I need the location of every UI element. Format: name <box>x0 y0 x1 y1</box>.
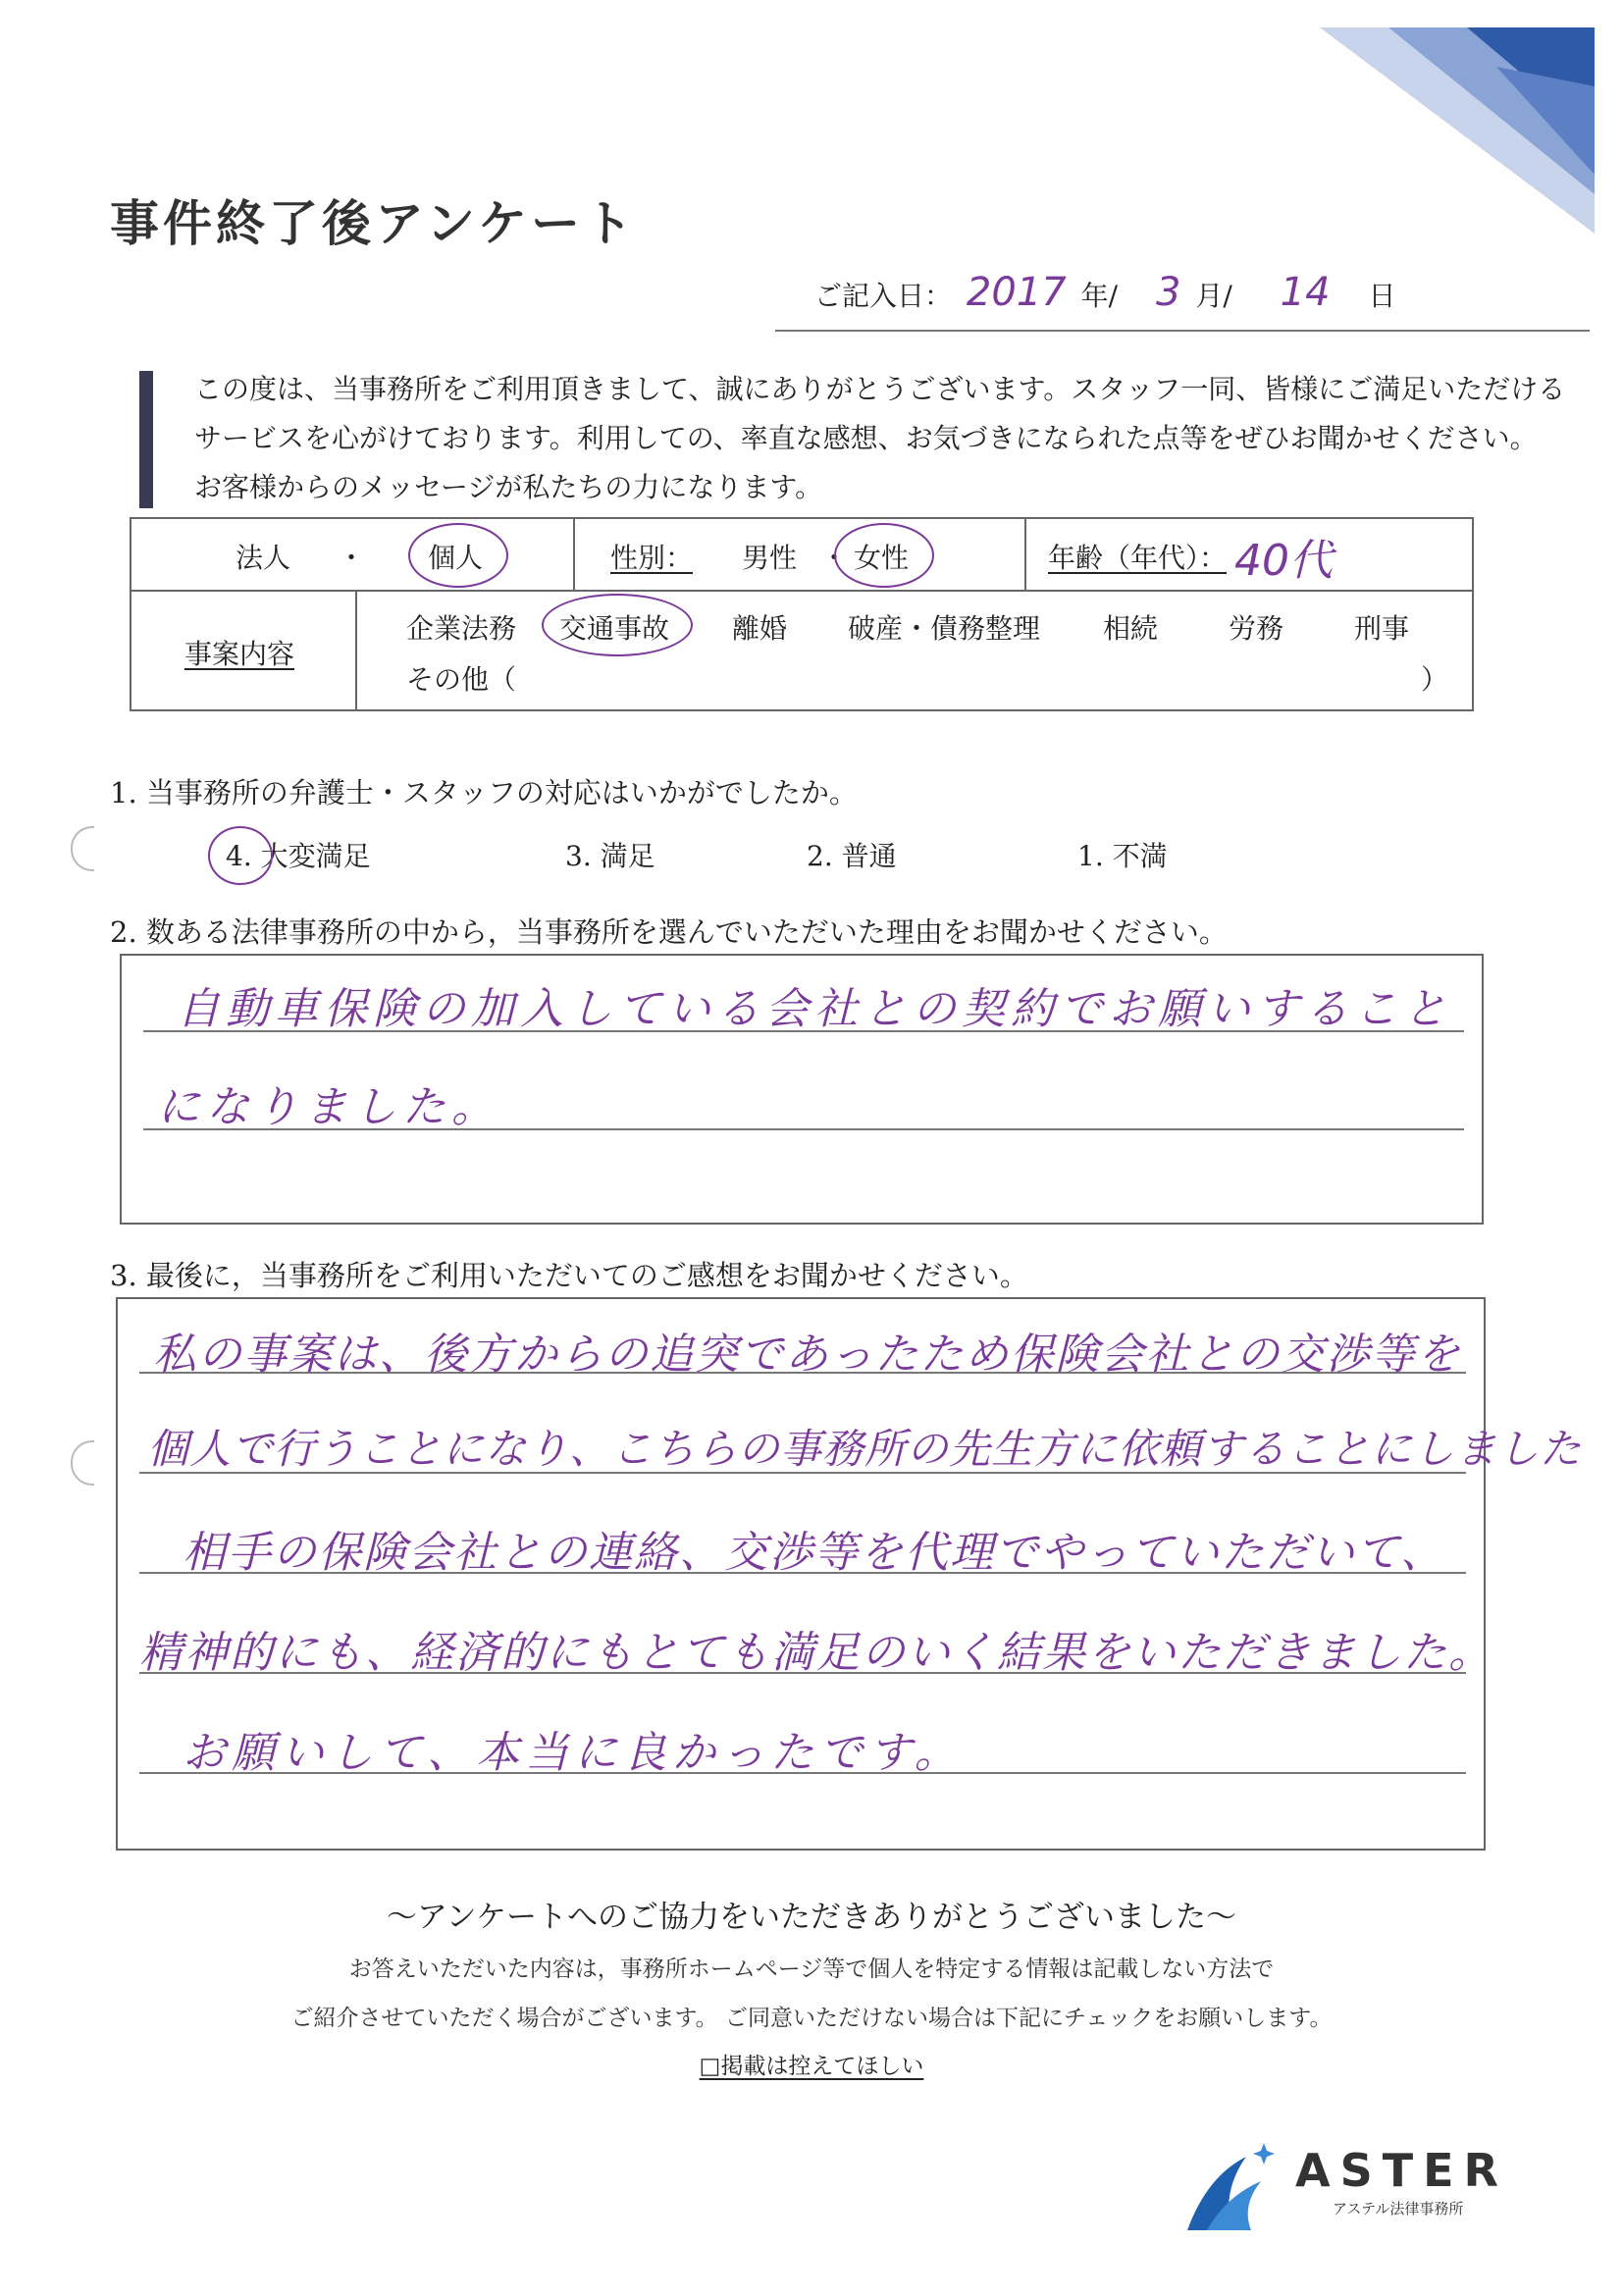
info-table <box>130 517 1474 711</box>
q1-option-3[interactable]: 3. 満足 <box>565 840 655 872</box>
optout-checkbox[interactable] <box>0 2048 1623 2080</box>
case-label: 事案内容 <box>184 638 295 670</box>
age-label: 年齢（年代）： <box>1048 542 1228 574</box>
q3-answer-line: 相手の保険会社との連絡、交渉等を代理でやっていただいて、 <box>183 1528 1446 1578</box>
case-option-bankruptcy[interactable]: 破産・債務整理 <box>848 612 1041 645</box>
table-divider <box>1024 519 1026 590</box>
case-option-labor[interactable]: 労務 <box>1229 612 1284 645</box>
punch-hole-mark <box>71 1440 94 1486</box>
table-divider <box>573 519 575 590</box>
footer-note: お答えいただいた内容は，事務所ホームページ等で個人を特定する情報は記載しない方法で <box>348 1957 1275 1982</box>
q1-option-4[interactable]: 4. 大変満足 <box>226 840 371 872</box>
question-2: 2. 数ある法律事務所の中から，当事務所を選んでいただいた理由をお聞かせください。 <box>110 915 1228 949</box>
case-option-criminal[interactable]: 刑事 <box>1354 612 1410 645</box>
case-option-inheritance[interactable]: 相続 <box>1103 612 1159 645</box>
individual-option[interactable]: 個人 <box>428 542 484 574</box>
case-option-corporate[interactable]: 企業法務 <box>406 612 517 645</box>
date-label: ご記入日： <box>814 280 953 312</box>
q2-answer-line: になりました。 <box>157 1082 500 1132</box>
gender-label: 性別： <box>610 542 694 574</box>
corner-decoration <box>1300 27 1595 234</box>
table-divider <box>131 590 1472 592</box>
aster-logo-icon <box>1178 2137 1285 2235</box>
age-value: 40代 <box>1234 536 1333 586</box>
case-other-close: ） <box>1421 663 1449 696</box>
question-3: 3. 最後に，当事務所をご利用いただいてのご感想をお聞かせください。 <box>110 1259 1028 1292</box>
q3-answer-line: 個人で行うことになり、こちらの事務所の先生方に依頼することにしました <box>147 1425 1583 1473</box>
q1-option-2[interactable]: 2. 普通 <box>807 840 897 872</box>
date-year: 2017 <box>966 270 1067 315</box>
case-option-traffic[interactable]: 交通事故 <box>559 612 670 645</box>
date-underline <box>775 330 1590 332</box>
thanks-message: ～アンケートへのご協力をいただきありがとうございました～ <box>386 1900 1237 1935</box>
date-day: 14 <box>1280 270 1331 315</box>
gender-dot: ・ <box>820 542 849 574</box>
case-option-other[interactable]: その他（ <box>406 663 517 696</box>
corp-option[interactable]: 法人 <box>236 542 291 574</box>
intro-line: お客様からのメッセージが私たちの力になります。 <box>194 471 823 503</box>
optout-label: □掲載は控えてほしい <box>699 2054 924 2079</box>
q1-option-1[interactable]: 1. 不満 <box>1077 840 1168 872</box>
case-option-divorce[interactable]: 離婚 <box>732 612 788 645</box>
logo-name: ASTER <box>1295 2144 1508 2197</box>
date-row <box>814 270 1396 315</box>
female-option[interactable]: 女性 <box>854 542 910 574</box>
male-option[interactable]: 男性 <box>742 542 798 574</box>
female-selected-circle <box>834 523 934 588</box>
q3-answer-line: お願いして、本当に良かったです。 <box>183 1728 964 1778</box>
logo-subtitle: アステル法律事務所 <box>1333 2200 1464 2218</box>
footer-note: ご紹介させていただく場合がございます。 ご同意いただけない場合は下記にチェックをお願いします。 <box>290 2006 1333 2031</box>
intro-line: この度は、当事務所をご利用頂きまして、誠にありがとうございます。スタッフ一同、皆様にご満足いただける <box>194 373 1566 405</box>
page-title: 事件終了後アンケート <box>110 194 637 252</box>
question-1: 1. 当事務所の弁護士・スタッフの対応はいかがでしたか。 <box>110 776 858 809</box>
corp-dot: ・ <box>338 542 366 574</box>
table-divider <box>355 590 357 711</box>
date-day-unit: 日 <box>1368 280 1396 312</box>
date-month: 3 <box>1155 270 1181 315</box>
punch-hole-mark <box>71 826 94 871</box>
date-month-unit: 月/ <box>1195 280 1232 312</box>
intro-accent-bar <box>139 371 153 508</box>
intro-line: サービスを心がけております。利用しての、率直な感想、お気づきになられた点等をぜひお聞かせください。 <box>194 422 1538 454</box>
individual-selected-circle <box>408 523 508 588</box>
q3-answer-line: 私の事案は、後方からの追突であったため保険会社との交渉等を <box>153 1330 1462 1380</box>
traffic-selected-circle <box>542 594 693 656</box>
q2-answer-line: 自動車保険の加入している会社との契約でお願いすること <box>177 984 1452 1034</box>
intro-text <box>194 365 1566 512</box>
q1-selected-circle <box>208 826 273 885</box>
date-year-unit: 年/ <box>1080 280 1119 312</box>
q3-answer-line: 精神的にも、経済的にもとても満足のいく結果をいただきました。 <box>139 1628 1493 1678</box>
